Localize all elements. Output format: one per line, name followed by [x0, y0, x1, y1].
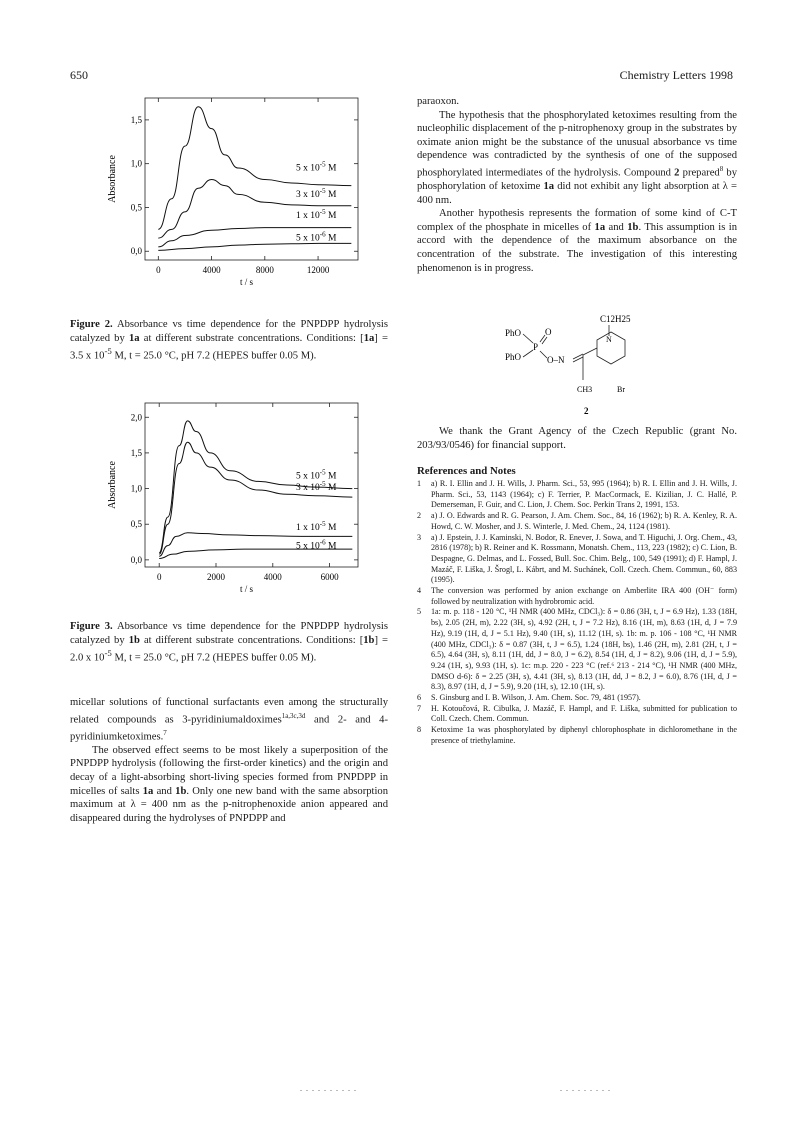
reference-text: The conversion was performed by anion exchange on Amberlite IRA 400 (OH⁻ form) followed by neutralization with hydrobromic acid. [431, 586, 737, 606]
pho-label: PhO [505, 328, 522, 338]
reference-item [417, 607, 737, 693]
reference-text: H. Kotoučová, R. Cibulka, J. Mazáč, F. Hampl, and F. Liška, submitted for publication to Coll. Czech. Chem. Commun. [431, 703, 737, 724]
reference-text: a) R. I. Ellin and J. H. Wills, J. Pharm. Sci., 53, 995 (1964); b) R. I. Ellin and J. H. Wills, J. Pharm. Sci., 53, 1143 (1964); c) F. Terrier, P. MacCormack, E. Kizilian, J. C. Hallé, P. Demerseman, F. Guir, and C. Lion, J. Chem. Soc. Perkin Trans 2, 1991, 153. [431, 479, 737, 510]
oxime-label: O–N [547, 355, 565, 365]
x-tick-label: 12000 [306, 265, 330, 275]
series-line [159, 549, 352, 558]
x-tick-label: 4000 [202, 265, 221, 275]
reference-item [417, 586, 737, 607]
x-tick-label: 2000 [207, 572, 225, 582]
reference-number: 4 [417, 586, 422, 596]
nitrogen-label: N [606, 335, 612, 344]
x-tick-label: 0 [156, 572, 162, 582]
reference-item [417, 479, 737, 511]
caption-label: Figure 2. [70, 319, 113, 330]
reference-item [417, 725, 737, 746]
x-axis-label: t / s [239, 277, 254, 287]
journal-title: Chemistry Letters 1998 [619, 68, 733, 82]
paragraph: The hypothesis that the phosphorylated ketoximes resulting from the nucleophilic displacement of the p-nitrophenoxy group in the substrates by oximate anion might be the substance of the unusual absorbance vs time dependence was contradicted by the synthesis of one of the supposed phosphorylated intermediates of the hydrolysis. Compound 2 prepared$^8$ by phosphorylation of ketoxime 1a did not exhibit any light absorption at λ = 400 nm. [417, 109, 738, 206]
reference-number: 2 [417, 511, 422, 521]
reference-number: 5 [417, 607, 422, 617]
paragraph: paraoxon. [417, 96, 460, 107]
reference-number: 8 [417, 725, 422, 735]
reference-item [417, 693, 737, 704]
reference-item [417, 511, 737, 532]
bromide-label: Br [617, 385, 625, 394]
caption-label: Figure 3. [70, 621, 113, 632]
x-tick-label: 4000 [263, 572, 282, 582]
chain-label: C12H25 [600, 314, 631, 324]
reference-text: a) J. O. Edwards and R. G. Pearson, J. Am. Chem. Soc., 84, 16 (1962); b) R. A. Kenley, R. A. Howd, C. W. Mosher, and J. S. Winterle, J. Med. Chem., 24, 1124 (1981). [431, 511, 737, 531]
y-tick-label: 0,0 [130, 554, 142, 565]
figure-3-chart [70, 395, 390, 600]
paragraph: Another hypothesis represents the formation of some kind of C-T complex of the phosphate in micelles of 1a and 1b. This assumption is in accord with the dependence of the maximum absorbance on the concentration of the substrate. The investigation of this interesting phenomenon is in progress. [417, 208, 737, 274]
figure-2-chart [70, 90, 390, 305]
y-axis-label: Absorbance [107, 461, 118, 509]
compound-label: 2 [584, 406, 589, 416]
y-tick-label: 0,5 [130, 519, 142, 530]
series-label: 1 x $10^{-5}$ M [296, 207, 337, 221]
series-label: 5 x $10^{-6}$ M [296, 230, 337, 244]
footer-dots [300, 1090, 360, 1091]
left-body-text [70, 696, 388, 825]
reference-list [417, 479, 737, 747]
phosphorus-label: P [533, 342, 539, 352]
figure-2-caption: Figure 2. Absorbance vs time dependence for the PNPDPP hydrolysis catalyzed by 1a at different substrate concentrations. Conditions: [1a] = 3.5 x $10^{-5}$ M, t = 25.0 °C, pH 7.2 (HEPES buffer 0.05 M). [70, 319, 388, 362]
references [417, 465, 737, 747]
pho-label: PhO [505, 352, 522, 362]
figure-3-caption: Figure 3. Absorbance vs time dependence for the PNPDPP hydrolysis catalyzed by 1b at different substrate concentrations. Conditions: [1b] = 2.0 x $10^{-5}$ M, t = 25.0 °C, pH 7.2 (HEPES buffer 0.05 M). [70, 621, 388, 664]
x-tick-label: 6000 [320, 572, 339, 582]
reference-number: 7 [417, 703, 422, 713]
series-label: 3 x $10^{-5}$ M [296, 479, 337, 493]
reference-item [417, 533, 737, 587]
reference-text: Ketoxime 1a was phosphorylated by diphenyl chlorophosphate in dichloromethane in the presence of triethylamine. [431, 725, 737, 745]
y-tick-label: 1,0 [130, 483, 142, 494]
reference-item [417, 704, 737, 725]
y-tick-label: 0,5 [130, 202, 142, 213]
series-line [159, 442, 352, 554]
footer-dots [560, 1090, 610, 1091]
y-tick-label: 1,5 [130, 114, 142, 125]
x-axis-label: t / s [239, 584, 254, 594]
reference-text: S. Ginsburg and I. B. Wilson, J. Am. Chem. Soc. 79, 481 (1957). [431, 693, 641, 703]
references-title: References and Notes [417, 465, 516, 477]
paragraph: micellar solutions of functional surfactants even among the structurally related compounds as 3-pyridiniumaldoximes$^{1a,3c,3d}$ and 2- and 4-pyridiniumketoximes.$^7$ [70, 697, 388, 743]
reference-number: 1 [417, 479, 422, 488]
reference-text: 1a: m. p. 118 - 120 °C, ¹H NMR (400 MHz, CDCl₃): δ = 0.86 (3H, t, J = 6.9 Hz), 1.33 (18H, bs), 2.05 (2H, m), 2.22 (3H, s), 4.92 (2H, t, J = 7.2 Hz), 8.16 (1H, m), 8.63 (1H, d, J = 7.9 Hz), 9.19 (1H, d, J = 5.1 Hz), 9.40 (1H, s), 11.12 (1H, s). 1b: m. p. 106 - 108 °C, ¹H NMR (400 MHz, CDCl₃): δ = 0.87 (3H, t, J = 6.5), 1.24 (18H, bs), 1.46 (2H, m), 2.81 (2H, t, J = 6.5), 4.64 (3H, s), 8.11 (1H, dd, J = 8.0, J = 6.2), 8.54 (1H, d, J = 8.2), 9.06 (1H, d, J = 5.9), 9.24 (1H, s), 9.93 (1H, s). 1c: m.p. 220 - 223 °C (ref.⁶ 213 - 214 °C), ¹H NMR (400 MHz, DMSO d-6): δ = 2.25 (3H, s), 4.41 (3H, s), 8.13 (1H, dd, J = 8.2, J = 6.0), 8.76 (1H, d, J = 8.3), 8.97 (1H, d, J = 5.9), 9.20 (1H, s), 12.10 (1H, s). [431, 607, 737, 692]
reference-number: 6 [417, 693, 422, 703]
reference-text: a) J. Epstein, J. J. Kaminski, N. Bodor, R. Enever, J. Sowa, and T. Higuchi, J. Org. Chem., 43, 2816 (1978); b) R. Reiner and K. Rossmann, Monatsh. Chem., 113, 223 (1982); c) C. Lion, B. Despagne, G. Delmas, and L. Fossed, Bull. Soc. Chim. Belg., 100, 549 (1991); d) F. Hampl, J. Mazáč, F. Liška, J. Šrogl, L. Kábrt, and M. Suchánek, Coll. Czech. Chem. Commun., 60, 883 (1995). [431, 532, 737, 585]
x-tick-label: 8000 [255, 265, 274, 275]
series-label: 5 x $10^{-5}$ M [296, 468, 337, 482]
series-label: 5 x $10^{-6}$ M [296, 538, 337, 552]
methyl-label: CH3 [577, 385, 593, 394]
y-tick-label: 2,0 [130, 412, 142, 423]
y-tick-label: 1,5 [130, 447, 142, 458]
paragraph: The observed effect seems to be most likely a superposition of the PNPDPP hydrolysis (following the first-order kinetics) and the origin and decay of a light-absorbing short-living species formed from PNPDPP in micelles of salts 1a and 1b. Only one new band with the same absorption maximum at λ = 400 nm as the p-nitrophenoxide anion appeared and disappeared during the hydrolyses of PNPDPP and [70, 744, 389, 824]
series-label: 3 x $10^{-5}$ M [296, 186, 337, 200]
y-tick-label: 1,0 [130, 158, 142, 169]
reference-number: 3 [417, 532, 422, 542]
acknowledgement: We thank the Grant Agency of the Czech Republic (grant No. 203/93/0546) for financial support. [417, 426, 737, 451]
page-number: 650 [70, 68, 88, 82]
y-axis-label: Absorbance [107, 155, 118, 203]
x-tick-label: 0 [156, 265, 161, 275]
series-line [158, 243, 351, 250]
right-body-text [417, 95, 737, 275]
oxygen-label: O [545, 327, 552, 337]
compound-2-structure [505, 310, 655, 420]
series-label: 1 x $10^{-5}$ M [296, 519, 337, 533]
series-label: 5 x $10^{-5}$ M [296, 160, 337, 174]
y-tick-label: 0,0 [130, 246, 142, 257]
